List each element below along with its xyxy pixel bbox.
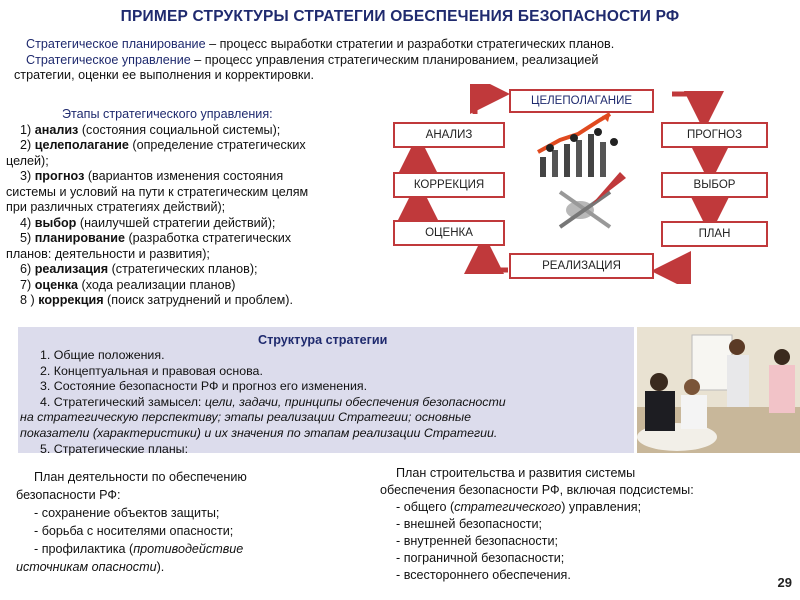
stage-description-cont: целей);	[6, 153, 49, 168]
cycle-box-choice: ВЫБОР	[661, 172, 768, 198]
activity-plan-item: - сохранение объектов защиты;	[34, 506, 220, 520]
stage-number: 1)	[20, 122, 32, 137]
structure-item-2: 2. Концептуальная и правовая основа.	[40, 363, 263, 378]
scissors-icon	[560, 172, 626, 227]
def-management-a: – процесс управления стратегическим планированием, реализацией	[190, 52, 599, 67]
stage-description: (разработка стратегических	[124, 231, 292, 245]
activity-plan	[16, 468, 366, 576]
strategy-structure-panel	[18, 327, 634, 456]
cycle-box-goal: ЦЕЛЕПОЛАГАНИЕ	[509, 89, 654, 113]
stage-number: 2)	[20, 138, 32, 152]
structure-heading: Структура стратегии	[258, 333, 388, 347]
def-planning: – процесс выработки стратегии и разработки стратегических планов.	[205, 37, 615, 51]
general-tail: ) управления;	[561, 500, 642, 514]
page-title: ПРИМЕР СТРУКТУРЫ СТРАТЕГИИ ОБЕСПЕЧЕНИЯ БЕЗОПАСНОСТИ РФ	[120, 8, 680, 25]
activity-plan-heading-1: План деятельности по обеспечению	[34, 470, 247, 484]
stage-description: (состояния социальной системы);	[78, 122, 281, 137]
development-plan-item: - всестороннего обеспечения.	[396, 568, 571, 582]
term-management: Стратегическое управление	[26, 52, 191, 67]
cycle-box-forecast: ПРОГНОЗ	[661, 122, 768, 148]
development-plan-item: - пограничной безопасности;	[396, 551, 565, 565]
stage-description: (поиск затруднений и проблем).	[103, 293, 293, 307]
arrow-analysis-to-goal	[475, 94, 490, 114]
general-em: стратегического	[454, 500, 562, 514]
page-number: 29	[777, 575, 792, 590]
stage-item	[6, 138, 384, 154]
development-plan-heading-2-main: обеспечения безопасности РФ	[380, 483, 560, 497]
stage-number: 4)	[20, 215, 32, 230]
arrow-goal-to-forecast	[672, 94, 704, 111]
structure-item-4-em3: показатели (характеристики) и их значения по этапам реализации Стратегии.	[20, 425, 498, 440]
stage-description: (хода реализации планов)	[78, 277, 236, 292]
stage-number: 5)	[20, 231, 32, 245]
stage-item	[6, 231, 384, 247]
stage-item	[6, 293, 384, 309]
strategy-illustration	[530, 112, 650, 242]
stage-description: (вариантов изменения состояния	[84, 169, 284, 183]
structure-item-4-em2: на стратегическую перспективу; этапы реализации Стратегии; основные	[20, 410, 472, 425]
structure-item-4	[18, 395, 630, 411]
stage-item	[6, 216, 384, 232]
activity-plan-item-prevention	[16, 540, 366, 558]
stages-heading: Этапы стратегического управления:	[62, 107, 273, 121]
stage-item	[6, 123, 384, 139]
stage-name: целеполагание	[34, 138, 129, 152]
development-plan-item: - внешней безопасности;	[396, 517, 543, 531]
cycle-box-plan: ПЛАН	[661, 221, 768, 247]
stage-item	[6, 278, 384, 294]
stage-number: 8 )	[20, 293, 35, 307]
stage-item	[6, 169, 384, 185]
stage-number: 3)	[20, 169, 32, 183]
cycle-box-correction: КОРРЕКЦИЯ	[393, 172, 505, 198]
stage-name: коррекция	[38, 293, 104, 307]
stage-number: 7)	[20, 277, 32, 292]
stage-description-cont: системы и условий на пути к стратегическим целям	[6, 184, 309, 199]
structure-item-1: 1. Общие положения.	[40, 348, 165, 362]
stage-name: планирование	[34, 231, 125, 245]
definition-planning	[14, 37, 784, 53]
prevention-lead: - профилактика (	[34, 542, 134, 556]
meeting-photo	[637, 327, 800, 453]
arrow-realization-to-evaluation	[484, 254, 508, 270]
stage-description: (наилучшей стратегии действий);	[76, 215, 276, 230]
stages-items	[6, 123, 384, 309]
def-management-b: стратегии, оценки ее выполнения и корректировки.	[14, 68, 314, 82]
stage-name: выбор	[34, 215, 77, 230]
activity-plan-heading-2: безопасности РФ:	[16, 488, 121, 502]
stage-description-cont: планов: деятельности и развития);	[6, 246, 210, 261]
development-plan-item-general	[380, 499, 790, 516]
development-plan-item: - внутренней безопасности;	[396, 534, 558, 548]
intro-definitions	[14, 37, 784, 84]
stage-name: оценка	[34, 277, 79, 292]
stage-name: реализация	[34, 262, 109, 276]
cycle-box-analysis: АНАЛИЗ	[393, 122, 505, 148]
stage-number: 6)	[20, 262, 32, 276]
stage-description-cont: при различных стратегиях действий);	[6, 200, 226, 214]
structure-item-3: 3. Состояние безопасности РФ и прогноз его изменения.	[40, 379, 368, 394]
general-lead: - общего (	[396, 500, 455, 514]
activity-plan-item: - борьба с носителями опасности;	[34, 524, 234, 538]
cycle-box-evaluation: ОЦЕНКА	[393, 220, 505, 246]
stages-list	[6, 107, 384, 309]
development-plan-heading-2-tail: , включая подсистемы:	[559, 483, 694, 497]
structure-item-4-em1: цели, задачи, принципы обеспечения безопасности	[201, 394, 506, 409]
development-plan-heading-2	[380, 482, 790, 499]
meeting-photo-icon	[637, 327, 800, 453]
structure-item-4-lead: 4. Стратегический замысел:	[40, 394, 202, 409]
development-plan	[380, 465, 790, 584]
cycle-box-realization: РЕАЛИЗАЦИЯ	[509, 253, 654, 279]
prevention-em1: противодействие	[133, 542, 244, 556]
development-plan-heading-1: План строительства и развития системы	[396, 466, 636, 480]
stage-item	[6, 262, 384, 278]
stage-description: (стратегических планов);	[108, 262, 258, 276]
stage-name: анализ	[34, 122, 79, 137]
prevention-cont	[16, 558, 366, 576]
structure-item-5: 5. Стратегические планы:	[40, 441, 189, 456]
arrow-plan-to-realization	[671, 256, 688, 271]
prevention-tail: ).	[156, 560, 165, 574]
term-planning: Стратегическое планирование	[26, 37, 206, 51]
stage-name: прогноз	[34, 169, 85, 183]
prevention-em2: источникам опасности	[16, 560, 157, 574]
stage-description: (определение стратегических	[128, 138, 306, 152]
definition-management	[14, 53, 784, 69]
